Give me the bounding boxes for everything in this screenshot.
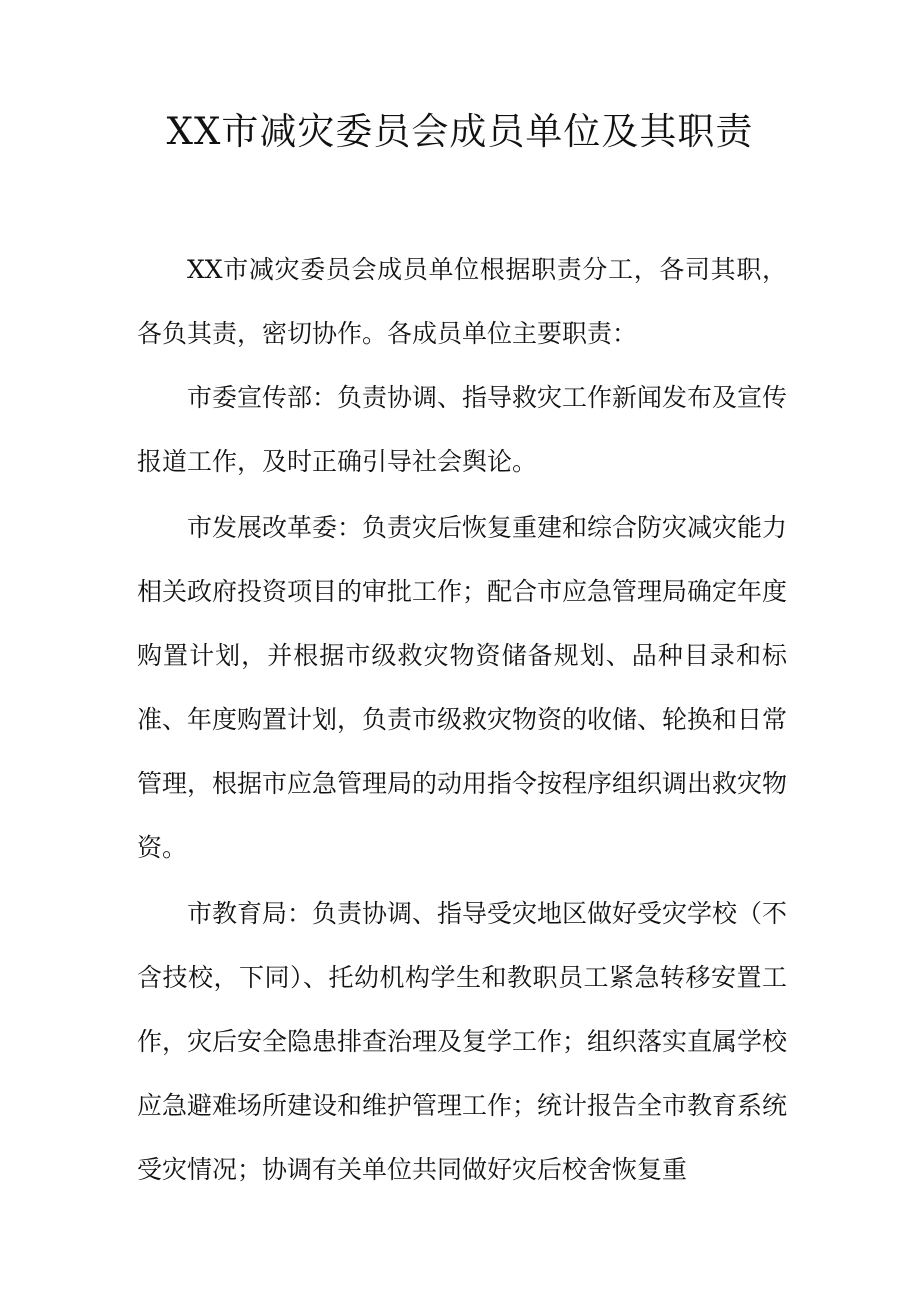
page-title: XX市减灾委员会成员单位及其职责 — [166, 110, 754, 153]
paragraph-education-bureau: 市教育局：负责协调、指导受灾地区做好受灾学校（不含技校，下同）、托幼机构学生和教职员工紧急转移安置工作，灾后安全隐患排查治理及复学工作；组织落实直属学校应急避难场所建设和维护管理工作；统计报告全市教育系统受灾情况；协调有关单位共同做好灾后校舍恢复重 — [137, 899, 788, 1184]
document-body — [137, 238, 787, 1204]
paragraph-propaganda-dept: 市委宣传部：负责协调、指导救灾工作新闻发布及宣传报道工作，及时正确引导社会舆论。 — [137, 383, 788, 476]
paragraph-intro: XX市减灾委员会成员单位根据职责分工，各司其职，各负其责，密切协作。各成员单位主要职责： — [137, 255, 787, 348]
paragraph-development-reform: 市发展改革委：负责灾后恢复重建和综合防灾减灾能力相关政府投资项目的审批工作；配合市应急管理局确定年度购置计划，并根据市级救灾物资储备规划、品种目录和标准、年度购置计划，负责市级救灾物资的收储、轮换和日常管理，根据市应急管理局的动用指令按程序组织调出救灾物资。 — [137, 513, 788, 862]
